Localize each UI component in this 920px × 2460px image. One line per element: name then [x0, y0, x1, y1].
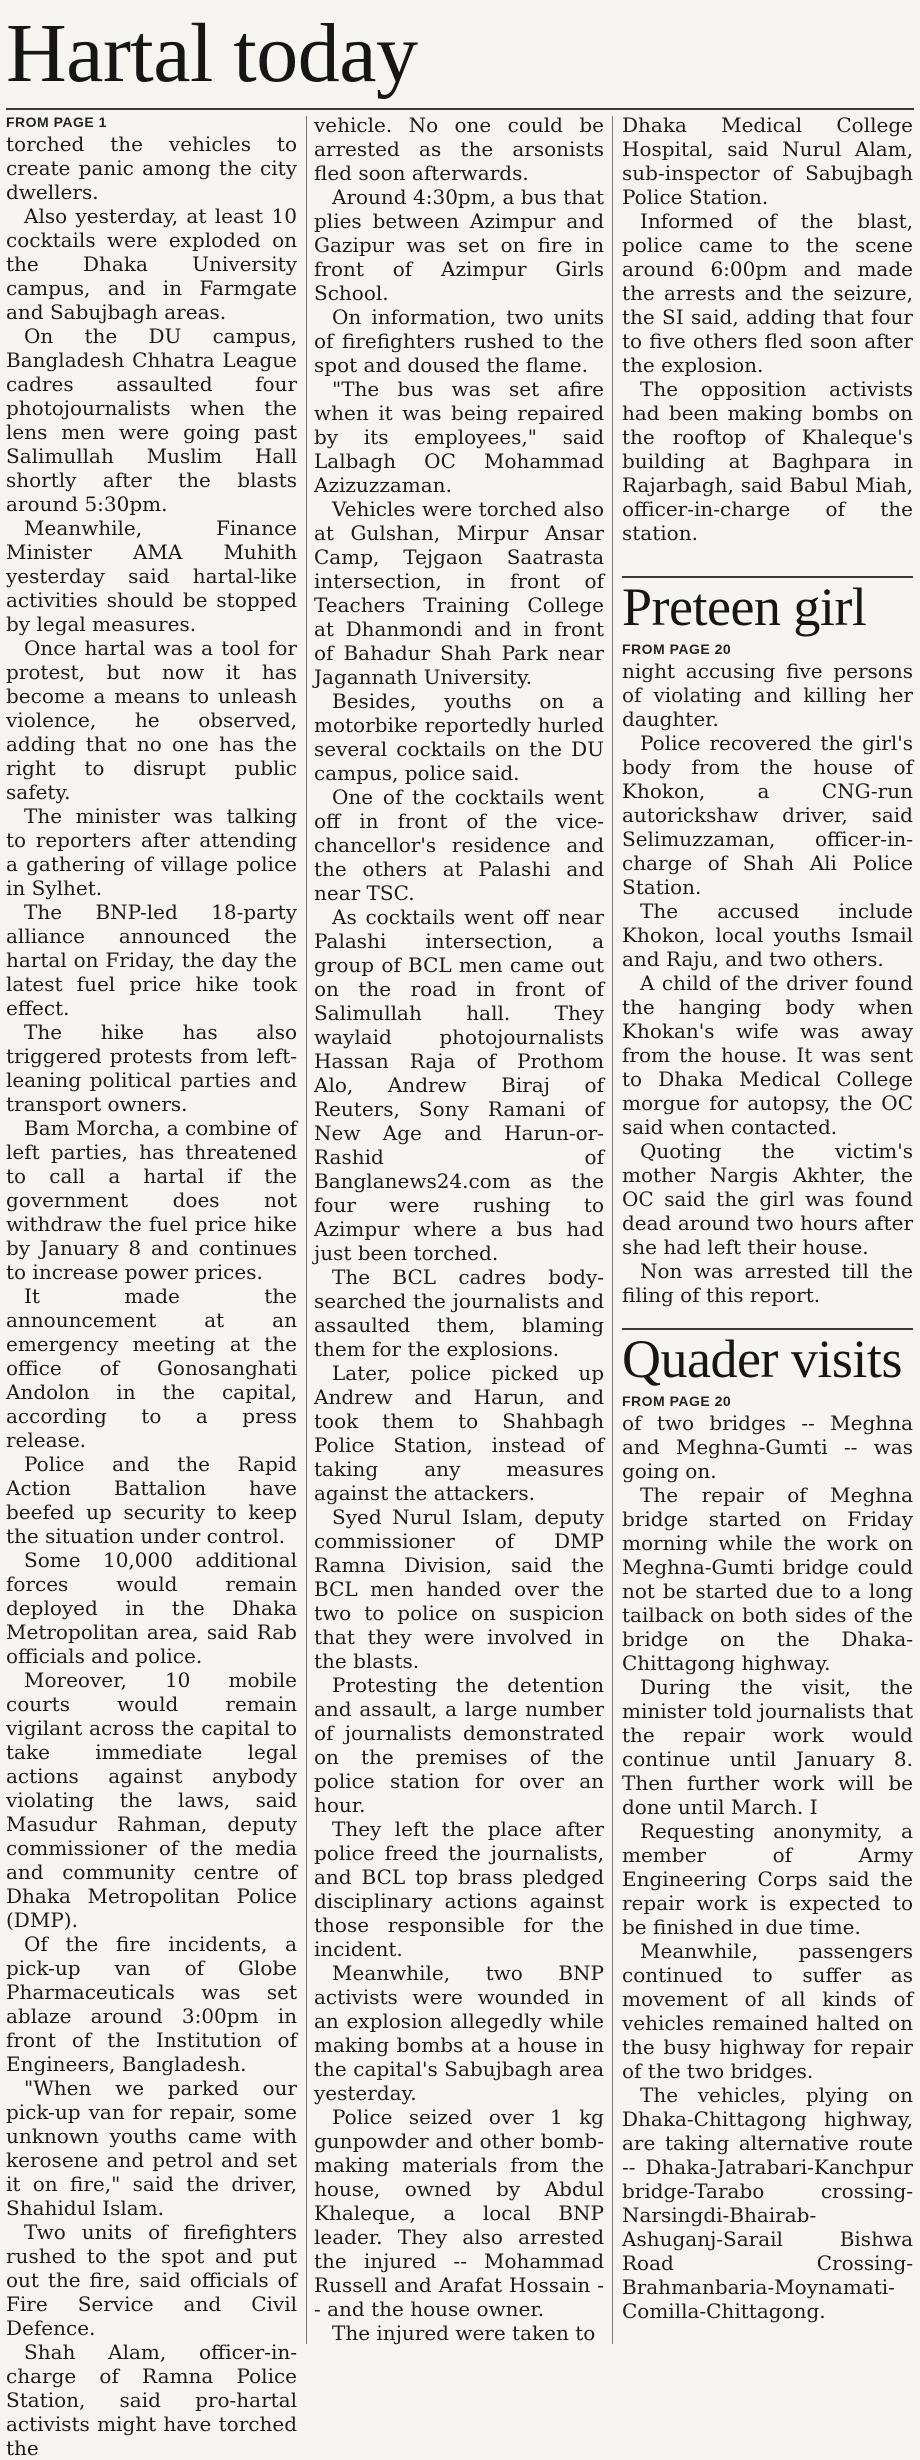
paragraph: night accusing five persons of violating and killing her daughter. — [622, 659, 913, 731]
paragraph: torched the vehicles to create panic among the city dwellers. — [6, 132, 297, 204]
paragraph: Vehicles were torched also at Gulshan, Mirpur Ansar Camp, Tejgaon Saatrasta intersection, in front of Teachers Training College at Dhanmondi and in front of Bahadur Shah Park near Jagannath University. — [314, 497, 604, 689]
paragraph: Later, police picked up Andrew and Harun, and took them to Shahbagh Police Station, instead of taking any measures against the attackers. — [314, 1361, 604, 1505]
paragraph: Syed Nurul Islam, deputy commissioner of DMP Ramna Division, said the BCL men handed over the two to police on suspicion that they were involved in the blasts. — [314, 1505, 604, 1673]
paragraph: The injured were taken to — [332, 2321, 596, 2345]
hartal-column-3 — [622, 113, 913, 545]
paragraph: "The bus was set afire when it was being repaired by its employees," said Lalbagh OC Mohammad Azizuzzaman. — [314, 377, 604, 497]
paragraph: As cocktails went off near Palashi intersection, a group of BCL men came out on the road in front of Salimullah hall. They waylaid photojournalists Hassan Raja of Prothom Alo, Andrew Biraj of Reuters, Sony Ramani of New Age and Harun-or-Rashid of Banglanews24.com as the four were rushing to Azimpur where a bus had just been torched. — [314, 905, 604, 1265]
headline-preteen-girl: Preteen girl — [622, 577, 867, 637]
paragraph: Of the fire incidents, a pick-up van of Globe Pharmaceuticals was set ablaze around 3:00pm in front of the Institution of Engineers, Bangladesh. — [6, 1932, 297, 2076]
paragraph: The BNP-led 18-party alliance announced the hartal on Friday, the day the latest fuel price hike took effect. — [6, 900, 297, 1020]
kicker-from-page-1: FROM PAGE 1 — [6, 114, 107, 130]
paragraph: The hike has also triggered protests from left-leaning political parties and transport owners. — [6, 1020, 297, 1116]
paragraph: Meanwhile, two BNP activists were wounded in an explosion allegedly while making bombs at a house in the capital's Sabujbagh area yesterday. — [314, 1961, 604, 2105]
preteen-story — [622, 640, 913, 1307]
paragraph: The vehicles, plying on Dhaka-Chittagong highway, are taking alternative route -- Dhaka-Jatrabari-Kanchpur bridge-Tarabo crossing-Narsingdi-Bhairab-Ashuganj-Sarail Bishwa Road Crossing-Brahmanbaria-Moynamati-Comilla-Chittagong. — [622, 2083, 913, 2323]
paragraph: The accused include Khokon, local youths Ismail and Raju, and two others. — [622, 899, 913, 971]
headline-hartal-today: Hartal today — [6, 7, 418, 100]
paragraph: Some 10,000 additional forces would remain deployed in the Dhaka Metropolitan area, said Rab officials and police. — [6, 1548, 297, 1668]
paragraph: One of the cocktails went off in front of the vice-chancellor's residence and the others at Palashi and near TSC. — [314, 785, 604, 905]
paragraph: The opposition activists had been making bombs on the rooftop of Khaleque's building at Baghpara in Rajarbagh, said Babul Miah, officer-in-charge of the station. — [622, 377, 913, 545]
paragraph: It made the announcement at an emergency meeting at the office of Gonosanghati Andolon in the capital, according to a press release. — [6, 1284, 297, 1452]
paragraph: Quoting the victim's mother Nargis Akhter, the OC said the girl was found dead around two hours after she had left their house. — [622, 1139, 913, 1259]
paragraph: Besides, youths on a motorbike reportedly hurled several cocktails on the DU campus, police said. — [314, 689, 604, 785]
headline-rule — [6, 108, 914, 110]
paragraph: Shah Alam, officer-in-charge of Ramna Police Station, said pro-hartal activists might have torched the — [6, 2340, 297, 2460]
headline-quader-visits: Quader visits — [622, 1329, 902, 1389]
paragraph: Non was arrested till the filing of this report. — [622, 1259, 913, 1307]
paragraph: Police and the Rapid Action Battalion have beefed up security to keep the situation under control. — [6, 1452, 297, 1548]
paragraph: Two units of firefighters rushed to the spot and put out the fire, said officials of Fire Service and Civil Defence. — [6, 2220, 297, 2340]
kicker-from-page-20: FROM PAGE 20 — [622, 641, 732, 657]
column-divider — [306, 116, 307, 2344]
paragraph: Police seized over 1 kg gunpowder and other bomb-making materials from the house, owned by Abdul Khaleque, a local BNP leader. They also arrested the injured -- Mohammad Russell and Arafat Hossain -- and the house owner. — [314, 2105, 604, 2321]
paragraph: Around 4:30pm, a bus that plies between Azimpur and Gazipur was set on fire in front of Azimpur Girls School. — [314, 185, 604, 305]
paragraph: Moreover, 10 mobile courts would remain vigilant across the capital to take immediate legal actions against anybody violating the laws, said Masudur Rahman, deputy commissioner of the media and community centre of Dhaka Metropolitan Police (DMP). — [6, 1668, 297, 1932]
paragraph: "When we parked our pick-up van for repair, some unknown youths came with kerosene and petrol and set it on fire," said the driver, Shahidul Islam. — [6, 2076, 297, 2220]
paragraph: Informed of the blast, police came to the scene around 6:00pm and made the arrests and the seizure, the SI said, adding that four to five others fled soon after the explosion. — [622, 209, 913, 377]
paragraph: A child of the driver found the hanging body when Khokan's wife was away from the house. It was sent to Dhaka Medical College morgue for autopsy, the OC said when contacted. — [622, 971, 913, 1139]
paragraph: Dhaka Medical College Hospital, said Nurul Alam, sub-inspector of Sabujbagh Police Station. — [622, 113, 913, 209]
paragraph: Also yesterday, at least 10 cocktails were exploded on the Dhaka University campus, and in Farmgate and Sabujbagh areas. — [6, 204, 297, 324]
paragraph: The BCL cadres body-searched the journalists and assaulted them, blaming them for the explosions. — [314, 1265, 604, 1361]
paragraph: Police recovered the girl's body from the house of Khokon, a CNG-run autorickshaw driver, said Selimuzzaman, officer-in-charge of Shah Ali Police Station. — [622, 731, 913, 899]
paragraph: Requesting anonymity, a member of Army Engineering Corps said the repair work is expected to be finished in due time. — [622, 1819, 913, 1939]
paragraph: The minister was talking to reporters after attending a gathering of village police in Sylhet. — [6, 804, 297, 900]
paragraph: Once hartal was a tool for protest, but now it has become a means to unleash violence, he observed, adding that no one has the right to disrupt public safety. — [6, 636, 297, 804]
paragraph: During the visit, the minister told journalists that the repair work would continue until January 8. Then further work will be done until March. I — [622, 1675, 913, 1819]
column-divider — [612, 116, 613, 2344]
kicker-from-page-20: FROM PAGE 20 — [622, 1393, 732, 1409]
paragraph: Meanwhile, passengers continued to suffer as movement of all kinds of vehicles remained halted on the busy highway for repair of the two bridges. — [622, 1939, 913, 2083]
paragraph: Bam Morcha, a combine of left parties, has threatened to call a hartal if the government does not withdraw the fuel price hike by January 8 and continues to increase power prices. — [6, 1116, 297, 1284]
paragraph: vehicle. No one could be arrested as the arsonists fled soon afterwards. — [314, 113, 604, 185]
paragraph: They left the place after police freed the journalists, and BCL top brass pledged disciplinary actions against those responsible for the incident. — [314, 1817, 604, 1961]
quader-story — [622, 1392, 913, 2323]
paragraph: Protesting the detention and assault, a large number of journalists demonstrated on the premises of the police station for over an hour. — [314, 1673, 604, 1817]
paragraph: On the DU campus, Bangladesh Chhatra League cadres assaulted four photojournalists when the lens men were going past Salimullah Muslim Hall shortly after the blasts around 5:30pm. — [6, 324, 297, 516]
hartal-column-2 — [314, 113, 604, 2345]
paragraph: On information, two units of firefighters rushed to the spot and doused the flame. — [314, 305, 604, 377]
paragraph: The repair of Meghna bridge started on Friday morning while the work on Meghna-Gumti bridge could not be started due to a long tailback on both sides of the bridge on the Dhaka-Chittagong highway. — [622, 1483, 913, 1675]
paragraph: of two bridges -- Meghna and Meghna-Gumti -- was going on. — [622, 1411, 913, 1483]
hartal-column-1 — [6, 113, 297, 2460]
paragraph: Meanwhile, Finance Minister AMA Muhith yesterday said hartal-like activities should be stopped by legal measures. — [6, 516, 297, 636]
